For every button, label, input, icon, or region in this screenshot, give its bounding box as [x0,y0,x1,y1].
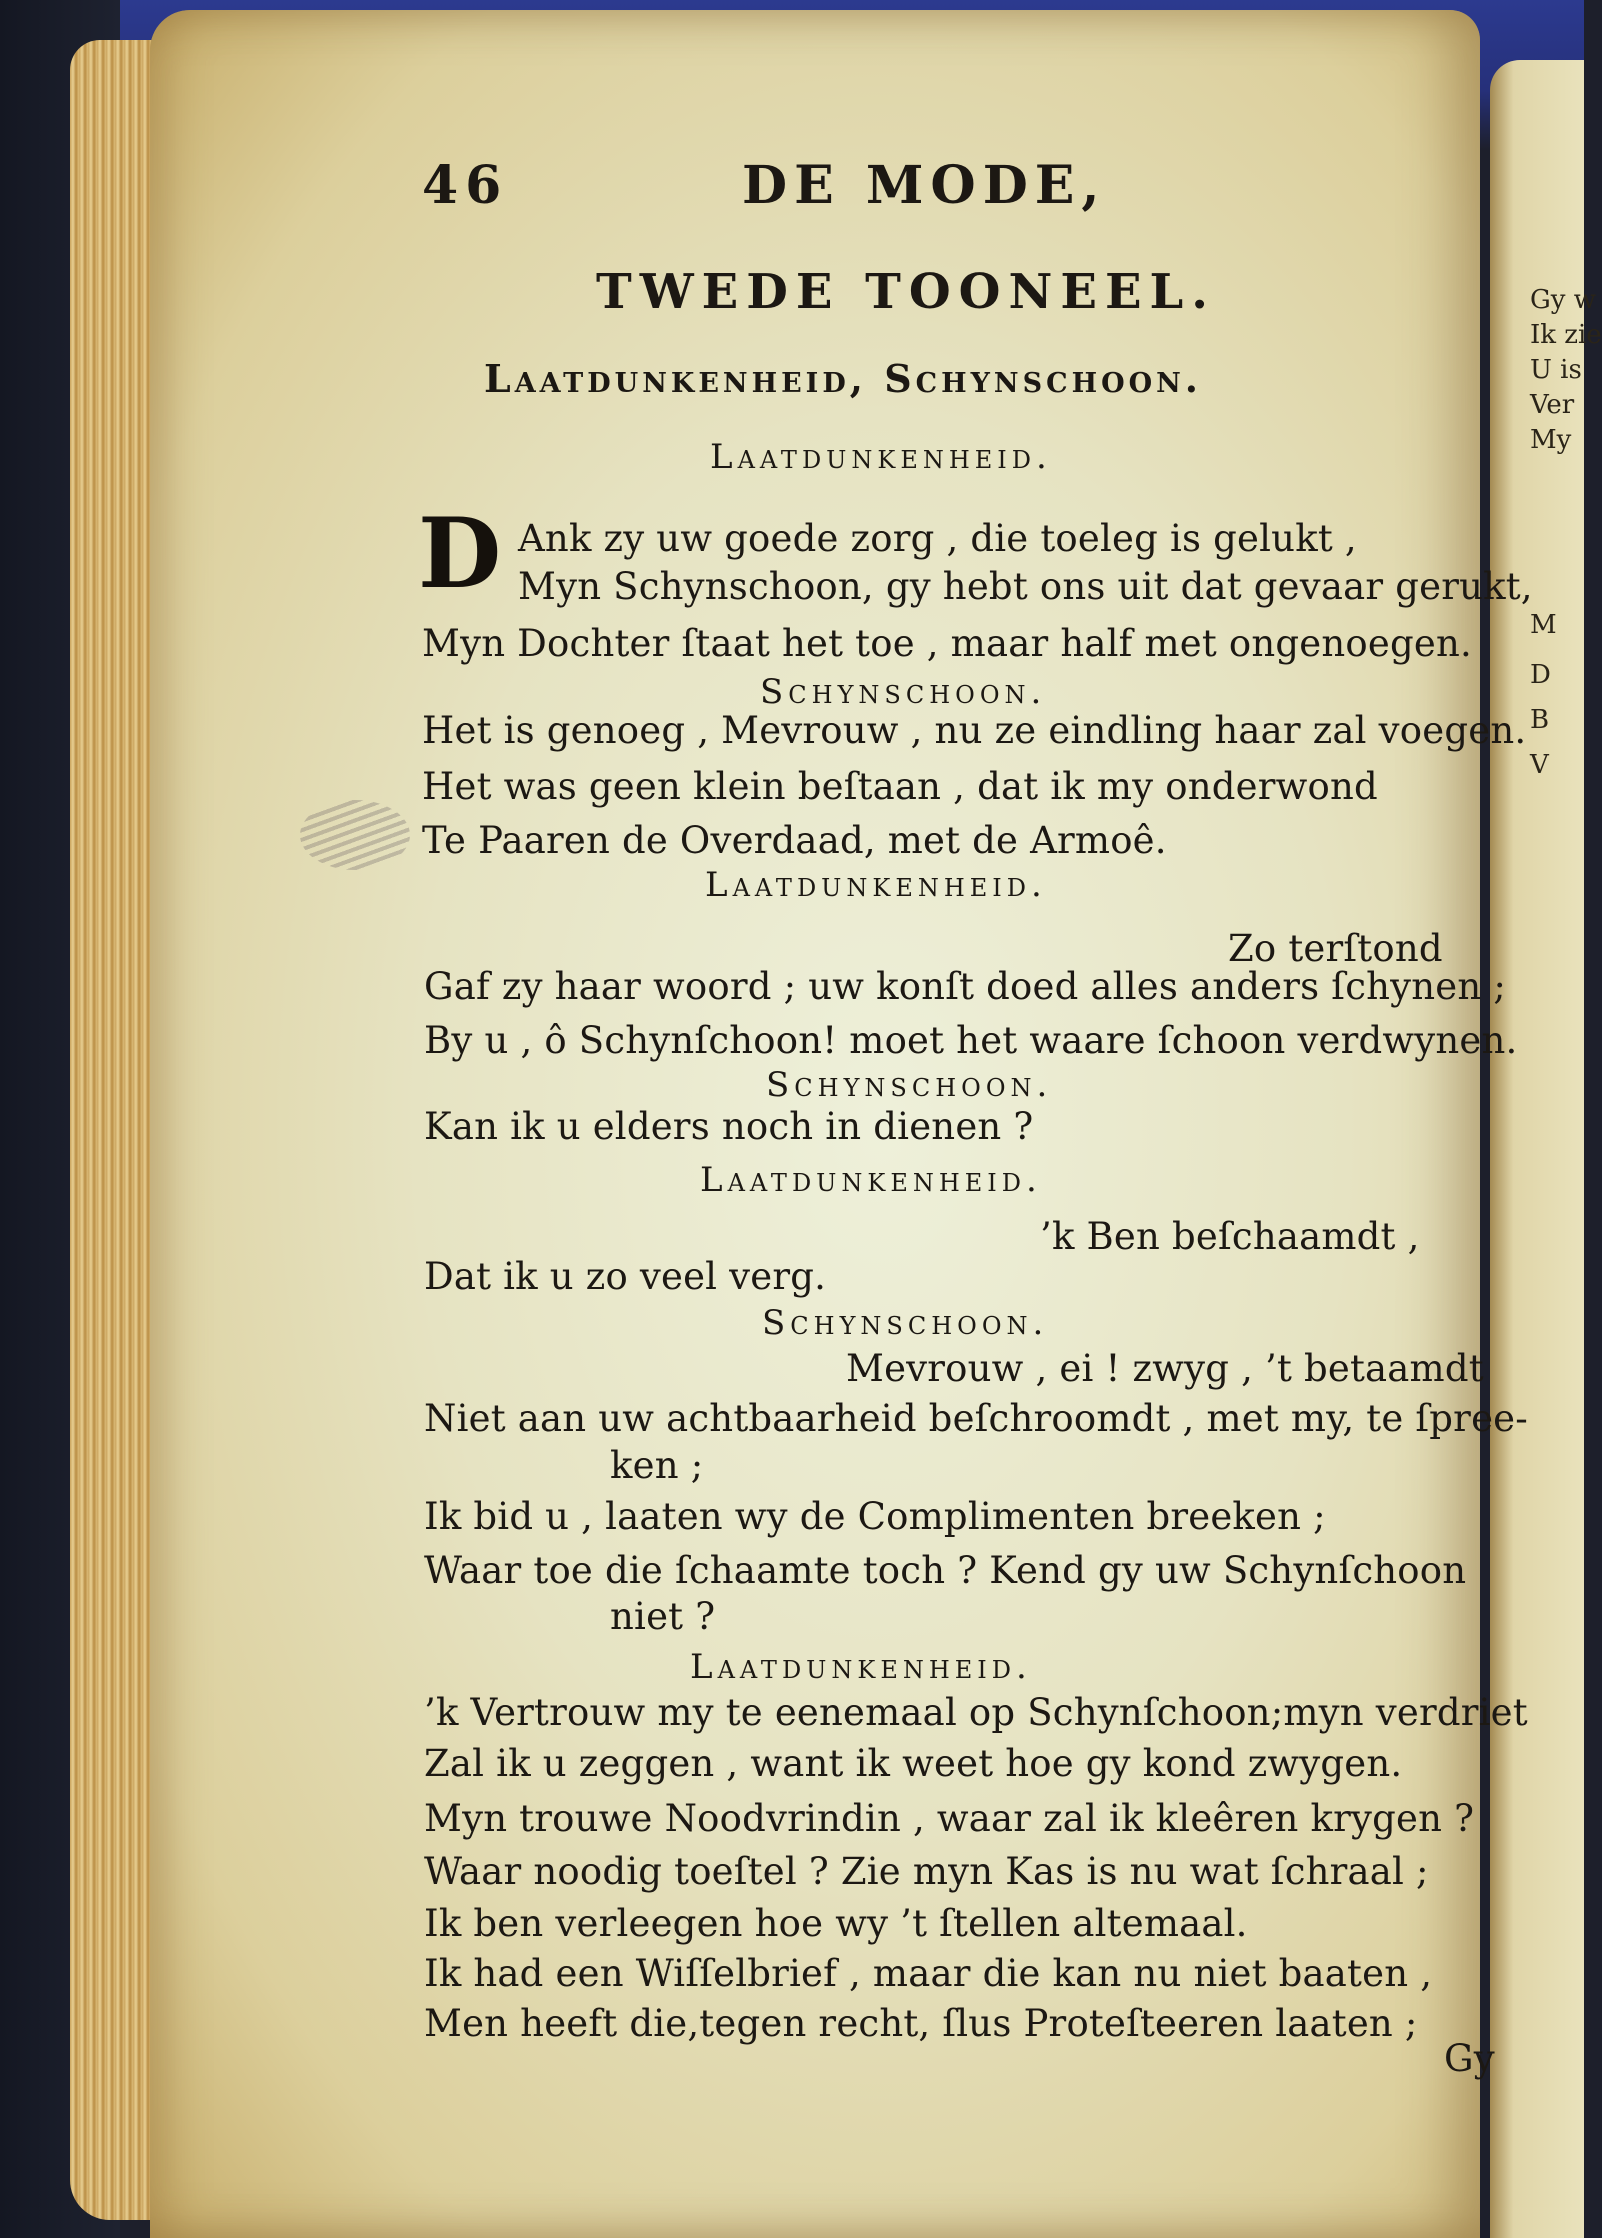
catchword: Gy [1444,2037,1495,2080]
verse-line: Te Paaren de Overdaad, met de Armoê. [422,819,1167,862]
verse-line: By u , ô Schynſchoon! moet het waare ſchoon verdwynen. [424,1019,1518,1062]
verse-line: Het is genoeg , Mevrouw , nu ze eindling haar zal voegen. [422,709,1527,752]
ink-smudge [300,800,410,870]
speaker-name: Schynschoon. [762,1303,1049,1343]
facing-page-line: Ver [1530,390,1575,420]
verse-line: niet ? [610,1595,716,1638]
drop-cap: D [418,497,502,610]
running-title: DE MODE, [742,155,1107,216]
speaker-name: Laatdunkenheid. [690,1647,1032,1687]
verse-line: Dat ik u zo veel verg. [424,1255,827,1298]
verse-line: Niet aan uw achtbaarheid beſchroomdt , met my, te ſpree- [424,1397,1528,1440]
verse-line: Het was geen klein beſtaan , dat ik my onderwond [422,765,1378,808]
scene-cast: Laatdunkenheid, Schynschoon. [484,356,1203,401]
verse-line: Mevrouw , ei ! zwyg , ’t betaamdt [846,1347,1484,1390]
speaker-name: Schynschoon. [766,1065,1053,1105]
facing-page-line: My [1530,425,1572,455]
verse-line: Ik bid u , laaten wy de Complimenten breeken ; [424,1495,1326,1538]
verse-line: Zo terſtond [1228,927,1443,970]
verse-line: Kan ik u elders noch in dienen ? [424,1105,1034,1148]
verse-line: Men heeft die,tegen recht, ſlus Proteſteeren laaten ; [424,2002,1418,2045]
speaker-name: Schynschoon. [760,672,1047,712]
verse-line: ’k Ben beſchaamdt , [1040,1215,1420,1258]
speaker-name: Laatdunkenheid. [710,437,1052,477]
verse-line: Myn trouwe Noodvrindin , waar zal ik kleêren krygen ? [424,1797,1475,1840]
facing-page-line: Gy w [1530,285,1596,315]
verse-line: ’k Vertrouw my te eenemaal op Schynſchoon;myn verdriet [424,1691,1528,1734]
scene-title: TWEDE TOONEEL. [596,264,1216,320]
facing-page-line: B [1530,705,1550,735]
verse-line: Myn Dochter ſtaat het toe , maar half met ongenoegen. [422,622,1472,665]
speaker-name: Laatdunkenheid. [700,1160,1042,1200]
speaker-name: Laatdunkenheid. [705,865,1047,905]
facing-page-line: V [1530,750,1549,780]
verse-line: Waar noodig toeſtel ? Zie myn Kas is nu wat ſchraal ; [424,1850,1429,1893]
verse-line: Gaf zy haar woord ; uw konſt doed alles anders ſchynen ; [424,965,1507,1008]
verse-line: ken ; [610,1444,704,1487]
verse-line: Ik had een Wiſſelbrief , maar die kan nu niet baaten , [424,1952,1433,1995]
facing-page-line: M [1530,610,1557,640]
facing-page-line: D [1530,660,1551,690]
verse-line: Waar toe die ſchaamte toch ? Kend gy uw Schynſchoon [424,1549,1467,1592]
facing-page [1490,60,1584,2238]
facing-page-line: U is [1530,355,1582,385]
facing-page-line: Ik zie [1530,320,1602,350]
verse-line: Myn Schynschoon, gy hebt ons uit dat gevaar gerukt, [518,565,1533,608]
verse-line: Ank zy uw goede zorg , die toeleg is gelukt , [518,517,1357,560]
verse-line: Ik ben verleegen hoe wy ’t ſtellen altemaal. [424,1902,1248,1945]
page-number: 46 [422,155,509,216]
verse-line: Zal ik u zeggen , want ik weet hoe gy kond zwygen. [424,1742,1403,1785]
